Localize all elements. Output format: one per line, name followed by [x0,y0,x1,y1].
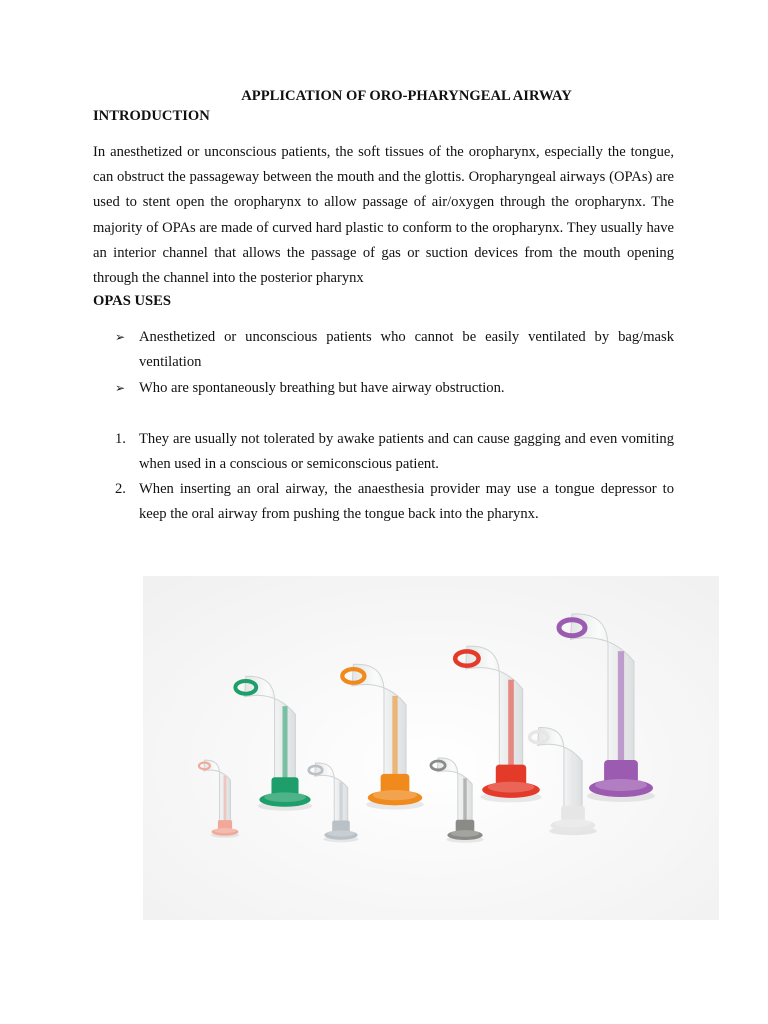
airway-flange-highlight [327,830,354,836]
airways-photo [143,576,719,920]
airway-flange-highlight [214,828,236,833]
airway-stripe [283,706,288,782]
document-title: APPLICATION OF ORO-PHARYNGEAL AIRWAY [241,88,572,104]
airways-illustration [143,576,719,920]
airway-flange-highlight [373,790,417,800]
uses-bullet-list [93,325,674,401]
airway-stripe [224,776,227,823]
airway-stripe [508,680,514,770]
bullet-text: Who are spontaneously breathing but have airway obstruction. [139,379,505,396]
numbered-text: They are usually not tolerated by awake patients and can cause gagging and even vomiting when used in a conscious or semiconscious patient. [139,430,674,473]
opas-uses-heading: OPAS USES [93,293,171,310]
airway-stripe [339,782,342,823]
airway-stripe [571,754,575,810]
airway-stripe [392,696,397,779]
arrow-bullet-icon: ➢ [115,380,126,395]
bullet-item [93,376,674,401]
list-number: 1. [115,430,126,447]
airway-flange-highlight [595,779,647,791]
airway-stripe [463,778,466,823]
airway-flange-highlight [488,782,535,793]
numbered-list [93,427,674,528]
numbered-item [93,477,674,527]
airway-flange-highlight [264,792,306,802]
numbered-item [93,427,674,477]
bullet-item [93,325,674,375]
bullet-text: Anesthetized or unconscious patients who cannot be easily ventilated by bag/mask ventilation [139,329,674,371]
introduction-heading: INTRODUCTION [93,108,210,124]
airway-stripe [618,651,624,766]
numbered-text: When inserting an oral airway, the anaesthesia provider may use a tongue depressor to keep the oral airway from pushing the tongue back into the pharynx. [139,481,674,523]
airway-flange-highlight [451,830,480,837]
list-number: 2. [115,481,126,498]
introduction-paragraph: In anesthetized or unconscious patients, the soft tissues of the oropharynx, especially the tongue, can obstruct the passageway between the mouth and the glottis. Oropharyngeal airways (OPAs) are used to stent open the oropharynx to allow passage of air/oxygen through the oropharynx. The majority of OPAs are made of curved hard plastic to conform to the oropharynx. They usually have an interior channel that allows the passage of gas or suction devices from the mouth opening through the channel into the posterior pharynx [93,144,674,287]
arrow-bullet-icon: ➢ [115,330,126,345]
document-body [93,86,674,528]
airway-flange-highlight [555,819,591,827]
